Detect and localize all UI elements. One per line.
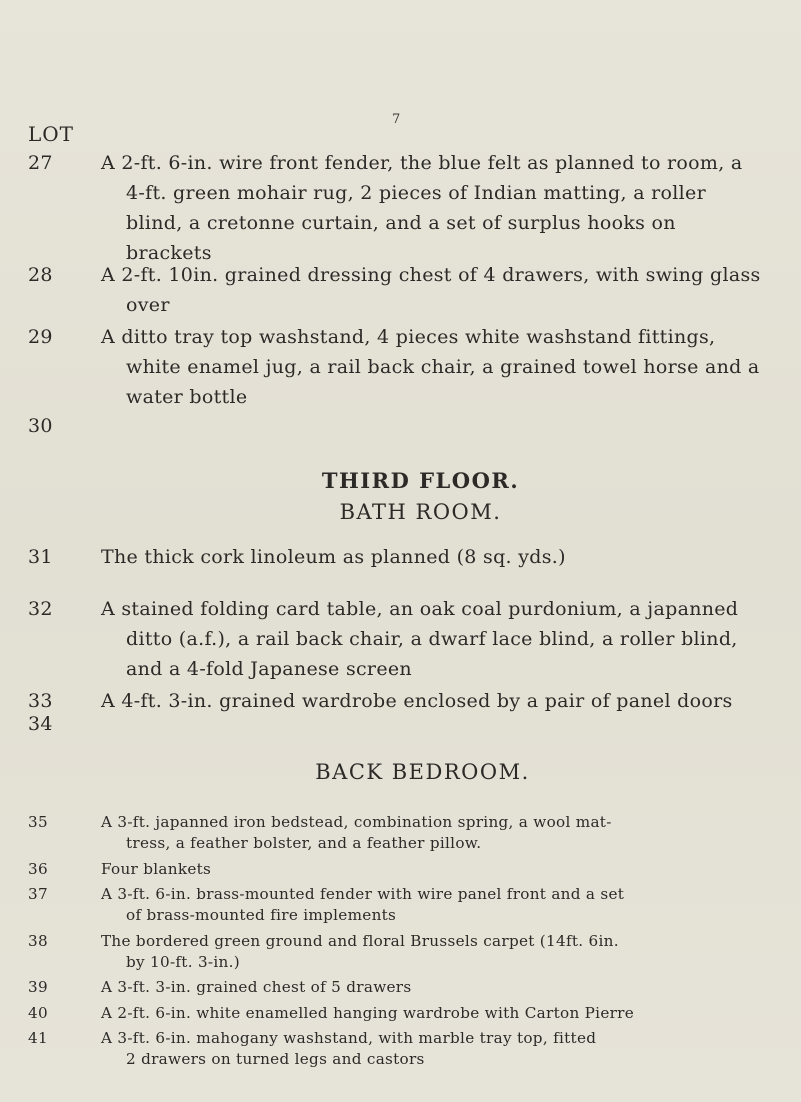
lot-number: 29 [28,326,53,348]
lot-number: 32 [28,598,53,620]
section-heading-back-bedroom: BACK BEDROOM. [315,760,530,784]
lot-entry [28,884,761,926]
lot-description [101,322,761,412]
lot-number: 27 [28,152,53,174]
lot-entry [28,686,761,716]
lot-description [101,1003,761,1024]
lot-description [101,686,761,716]
lot-description [101,931,761,973]
lot-description [101,884,761,926]
lot-number: 30 [28,415,53,437]
lot-description-first-line: A 3-ft. 6-in. mahogany washstand, with marble tray top, fitted [101,1029,597,1048]
lot-description-first-line: A 2-ft. 6-in. wire front fender, the blue felt as planned to room, a [101,152,743,174]
lot-number: 31 [28,546,53,568]
lot-description-first-line: The thick cork linoleum as planned (8 sq. yds.) [101,546,566,568]
lot-number: 38 [28,931,48,950]
lot-description [101,260,761,320]
lot-number: 36 [28,859,48,878]
lot-number: 34 [28,713,53,735]
lot-number: 33 [28,690,53,712]
lot-number: 41 [28,1029,48,1048]
lot-entry [28,148,761,268]
lot-description-continuation: of brass-mounted fire implements [126,906,397,925]
lot-description-first-line: A 4-ft. 3-in. grained wardrobe enclosed by a pair of panel doors [101,690,733,712]
lot-entry [28,594,761,684]
lot-description-first-line: A 3-ft. 3-in. grained chest of 5 drawers [101,978,412,997]
lot-description [101,148,761,268]
lot-column-header: LOT [28,122,75,146]
lot-description-first-line: A 3-ft. 6-in. brass-mounted fender with wire panel front and a set [101,885,625,904]
lot-description-first-line: Four blankets [101,859,212,878]
page-number: 7 [392,112,401,127]
lot-description [101,594,761,684]
lot-number: 37 [28,885,48,904]
lot-entry [28,931,761,973]
lot-description-continuation: ditto (a.f.), a rail back chair, a dwarf lace blind, a roller blind, and a 4-fold Japanese screen [126,628,738,680]
lot-number: 28 [28,264,53,286]
lot-description-first-line: A 3-ft. japanned iron bedstead, combination spring, a wool mat- [101,813,612,831]
lot-description-continuation: 2 drawers on turned legs and castors [126,1050,425,1069]
lot-entry [28,260,761,320]
lot-number: 39 [28,978,48,997]
lot-number: 35 [28,813,48,831]
lot-entry [28,322,761,412]
lot-description-continuation: 4-ft. green mohair rug, 2 pieces of Indian matting, a roller blind, a cretonne curtain, and a set of surplus hooks on brackets [126,182,706,264]
section-heading-third-floor: THIRD FLOOR. [321,468,520,493]
lot-description [101,859,761,880]
section-heading-bath-room: BATH ROOM. [339,500,502,524]
lot-description [101,977,761,998]
lot-number: 40 [28,1003,48,1022]
lot-description [101,812,761,854]
lot-description-first-line: The bordered green ground and floral Brussels carpet (14ft. 6in. [101,931,619,950]
lot-description-continuation: white enamel jug, a rail back chair, a grained towel horse and a water bottle [126,356,760,408]
lot-description [101,542,761,572]
lot-entry [28,859,761,880]
lot-entry [28,812,761,854]
lot-entry [28,977,761,998]
lot-description-continuation: over [126,294,170,316]
lot-description-first-line: A ditto tray top washstand, 4 pieces white washstand fittings, [101,326,716,348]
lot-description-first-line: A 2-ft. 10in. grained dressing chest of 4 drawers, with swing glass [101,264,761,286]
lot-entry [28,542,761,572]
lot-entry [28,1028,761,1070]
lot-description-continuation: tress, a feather bolster, and a feather pillow. [126,834,482,853]
lot-description-first-line: A 2-ft. 6-in. white enamelled hanging wardrobe with Carton Pierre [101,1003,635,1022]
lot-description-first-line: A stained folding card table, an oak coal purdonium, a japanned [101,598,739,620]
lot-entry [28,1003,761,1024]
lot-description [101,1028,761,1070]
lot-description-continuation: by 10-ft. 3-in.) [126,952,240,971]
